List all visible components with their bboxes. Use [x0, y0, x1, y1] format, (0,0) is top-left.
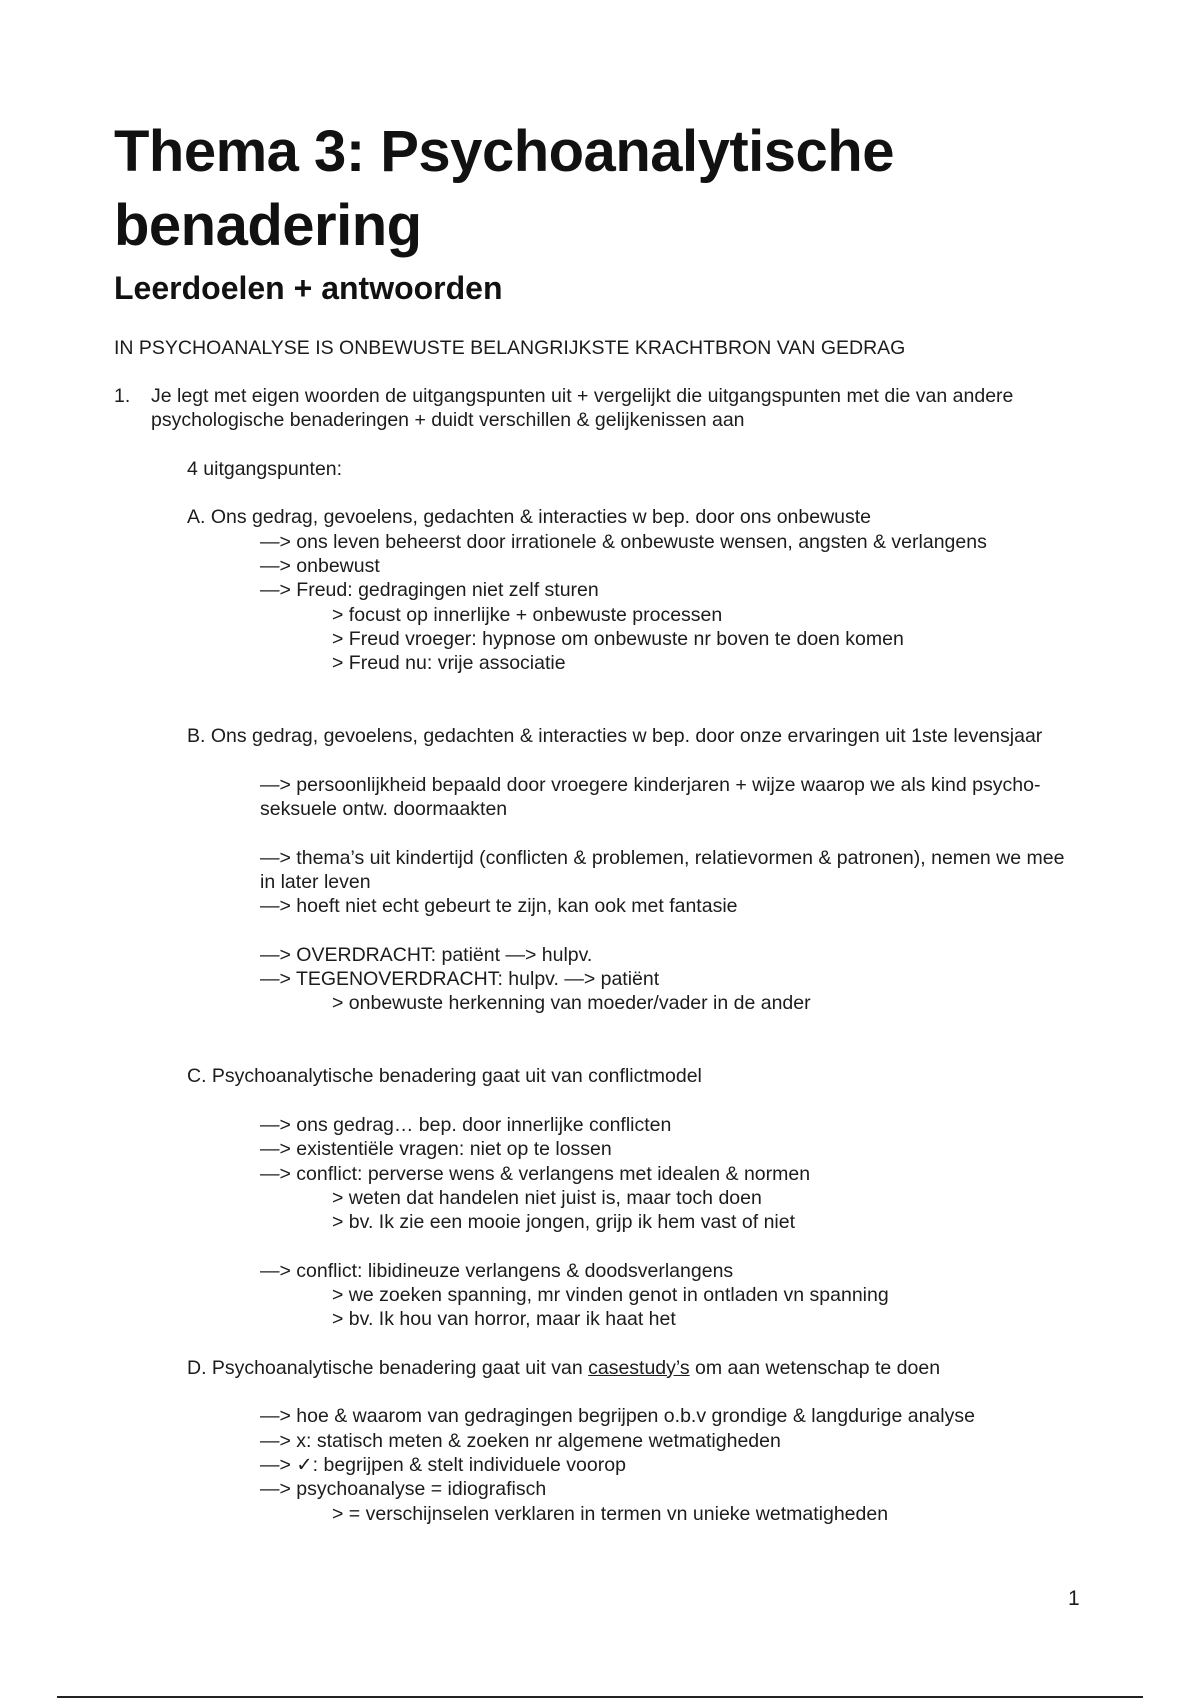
section-c-subpoint: > bv. Ik zie een mooie jongen, grijp ik hem vast of niet	[332, 1211, 796, 1234]
section-c-subpoint: > we zoeken spanning, mr vinden genot in ontladen vn spanning	[332, 1283, 889, 1306]
bottom-divider	[57, 1696, 1143, 1698]
casestudys-underlined: casestudy’s	[588, 1356, 690, 1379]
section-c-point: —> conflict: perverse wens & verlangens met idealen & normen	[260, 1162, 811, 1185]
page-number: 1	[1068, 1587, 1080, 1610]
section-a-point: —> ons leven beheerst door irrationele & onbewuste wensen, angsten & verlangens	[260, 530, 987, 553]
section-d-point: —> ✓: begrijpen & stelt individuele voorop	[260, 1454, 626, 1477]
question-number: 1.	[114, 385, 131, 407]
section-d-subpoint: > = verschijnselen verklaren in termen vn unieke wetmatigheden	[332, 1502, 889, 1525]
section-c-heading: C. Psychoanalytische benadering gaat uit van conflictmodel	[187, 1065, 702, 1088]
page-subtitle: Leerdoelen + antwoorden	[114, 270, 503, 306]
section-a-point: —> Freud: gedragingen niet zelf sturen	[260, 579, 599, 602]
section-a-subpoint: > Freud nu: vrije associatie	[332, 652, 566, 675]
section-d-heading	[114, 1356, 1114, 1380]
section-b-point: —> thema’s uit kindertijd (conflicten & problemen, relatievormen & patronen), nemen we mee in later leven	[260, 846, 1065, 893]
section-a-subpoint: > focust op innerlijke + onbewuste processen	[332, 603, 723, 626]
uitgangspunten-label: 4 uitgangspunten:	[187, 457, 343, 480]
page-title: Thema 3: Psychoanalytische benadering	[114, 119, 894, 258]
section-b-point: —> persoonlijkheid bepaald door vroegere kinderjaren + wijze waarop we als kind psycho-seksuele ontw. doormaakten	[260, 773, 1041, 821]
section-a-heading: A. Ons gedrag, gevoelens, gedachten & interacties w bep. door ons onbewuste	[187, 506, 872, 529]
section-d-heading-start: D. Psychoanalytische benadering gaat uit van	[187, 1356, 589, 1379]
section-b-point: —> OVERDRACHT: patiënt —> hulpv.	[260, 943, 593, 966]
section-a-subpoint: > Freud vroeger: hypnose om onbewuste nr boven te doen komen	[332, 627, 904, 650]
section-c-subpoint: > bv. Ik hou van horror, maar ik haat het	[332, 1308, 676, 1331]
section-d-heading-end: om aan wetenschap te doen	[689, 1356, 941, 1379]
section-d-point: —> psychoanalyse = idiografisch	[260, 1478, 547, 1501]
question-1	[114, 384, 1114, 433]
document-body	[114, 384, 1114, 1526]
intro-statement: IN PSYCHOANALYSE IS ONBEWUSTE BELANGRIJKSTE KRACHTBRON VAN GEDRAG	[114, 337, 906, 359]
section-d-point: —> hoe & waarom van gedragingen begrijpen o.b.v grondige & langdurige analyse	[260, 1405, 975, 1428]
section-c-point: —> conflict: libidineuze verlangens & doodsverlangens	[260, 1259, 734, 1282]
section-b-point: —> hoeft niet echt gebeurt te zijn, kan ook met fantasie	[260, 895, 738, 918]
section-c-subpoint: > weten dat handelen niet juist is, maar toch doen	[332, 1186, 762, 1209]
section-b-point: —> TEGENOVERDRACHT: hulpv. —> patiënt	[260, 968, 660, 991]
section-c-point: —> ons gedrag… bep. door innerlijke conflicten	[260, 1113, 672, 1136]
section-d-point: —> x: statisch meten & zoeken nr algemene wetmatigheden	[260, 1429, 781, 1452]
section-b-heading: B. Ons gedrag, gevoelens, gedachten & interacties w bep. door onze ervaringen uit 1ste levensjaar	[187, 725, 1043, 748]
section-b-subpoint: > onbewuste herkenning van moeder/vader in de ander	[332, 992, 811, 1015]
section-a-point: —> onbewust	[260, 555, 380, 578]
question-text: Je legt met eigen woorden de uitgangspunten uit + vergelijkt die uitgangspunten met die van andere psychologische benaderingen + duidt verschillen & gelijkenissen aan	[151, 385, 1014, 432]
section-c-point: —> existentiële vragen: niet op te lossen	[260, 1138, 612, 1161]
